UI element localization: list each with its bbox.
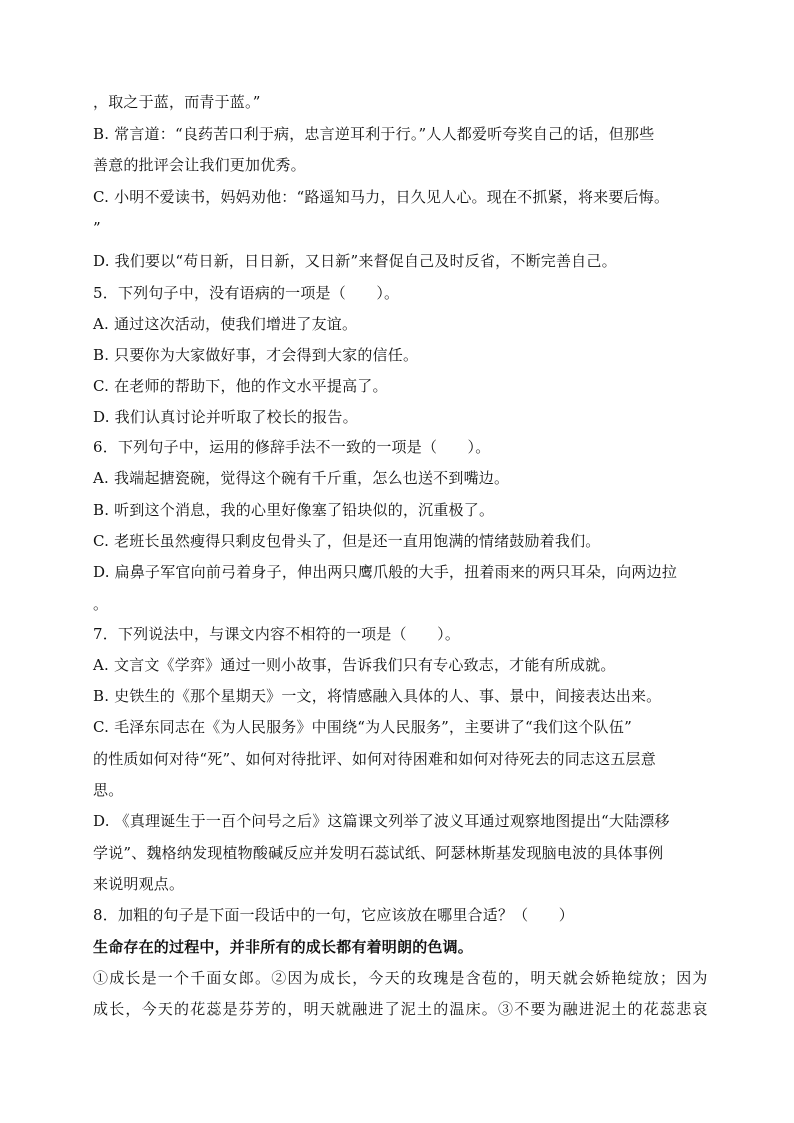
text-line: ” [93, 219, 101, 237]
option-d: D. 扁鼻子军官向前弓着身子，伸出两只鹰爪般的大手，扭着雨来的两只耳朵，向两边拉 [93, 563, 678, 581]
option-d: D. 我们认真讨论并听取了校长的报告。 [93, 408, 358, 426]
text-line: 学说”、魏格纳发现植物酸碱反应并发明石蕊试纸、阿瑟林斯基发现脑电波的具体事例 [93, 844, 664, 862]
option-b: B. 史铁生的《那个星期天》一文，将情感融入具体的人、事、景中，间接表达出来。 [93, 687, 662, 705]
option-b: B. 只要你为大家做好事，才会得到大家的信任。 [93, 346, 419, 364]
question-8-stem: 8．加粗的句子是下面一段话中的一句，它应该放在哪里合适？（ ） [93, 906, 574, 924]
bold-sentence: 生命存在的过程中，并非所有的成长都有着明朗的色调。 [93, 938, 474, 956]
text-line: B. 常言道：“良药苦口利于病，忠言逆耳利于行。”人人都爱听夸奖自己的话，但那些 [93, 125, 655, 143]
text-line: ，取之于蓝，而青于蓝。” [93, 93, 261, 111]
text-line: D. 我们要以“苟日新，日日新，又日新”来督促自己及时反省，不断完善自己。 [93, 252, 617, 270]
text-line: 。 [93, 595, 109, 613]
passage-line: 成长，今天的花蕊是芬芳的，明天就融进了泥土的温床。③不要为融进泥土的花蕊悲哀 [93, 1000, 709, 1018]
option-c: C. 毛泽东同志在《为人民服务》中围绕“为人民服务”，主要讲了“我们这个队伍” [93, 718, 632, 736]
passage-line: ①成长是一个千面女郎。②因为成长，今天的玫瑰是含苞的，明天就会娇艳绽放；因为 [93, 969, 709, 987]
text-line: 思。 [93, 781, 124, 799]
question-5-stem: 5．下列句子中，没有语病的一项是（ ）。 [93, 284, 400, 302]
question-6-stem: 6．下列句子中，运用的修辞手法不一致的一项是（ ）。 [93, 438, 491, 456]
option-a: A. 文言文《学弈》通过一则小故事，告诉我们只有专心致志，才能有所成就。 [93, 656, 616, 674]
question-7-stem: 7．下列说法中，与课文内容不相符的一项是（ ）。 [93, 625, 461, 643]
option-d: D. 《真理诞生于一百个问号之后》这篇课文列举了波义耳通过观察地图提出“大陆漂移 [93, 812, 670, 830]
text-line: C. 小明不爱读书，妈妈劝他：“路遥知马力，日久见人心。现在不抓紧，将来要后悔。 [93, 188, 670, 206]
text-line: 来说明观点。 [93, 875, 185, 893]
text-line: 善意的批评会让我们更加优秀。 [93, 156, 306, 174]
option-b: B. 听到这个消息，我的心里好像塞了铅块似的，沉重极了。 [93, 501, 495, 519]
option-c: C. 老班长虽然瘦得只剩皮包骨头了，但是还一直用饱满的情绪鼓励着我们。 [93, 532, 601, 550]
option-a: A. 我端起搪瓷碗，觉得这个碗有千斤重，怎么也送不到嘴边。 [93, 469, 510, 487]
text-line: 的性质如何对待“死”、如何对待批评、如何对待困难和如何对待死去的同志这五层意 [93, 750, 656, 768]
option-a: A. 通过这次活动，使我们增进了友谊。 [93, 315, 358, 333]
option-c: C. 在老师的帮助下，他的作文水平提高了。 [93, 377, 388, 395]
